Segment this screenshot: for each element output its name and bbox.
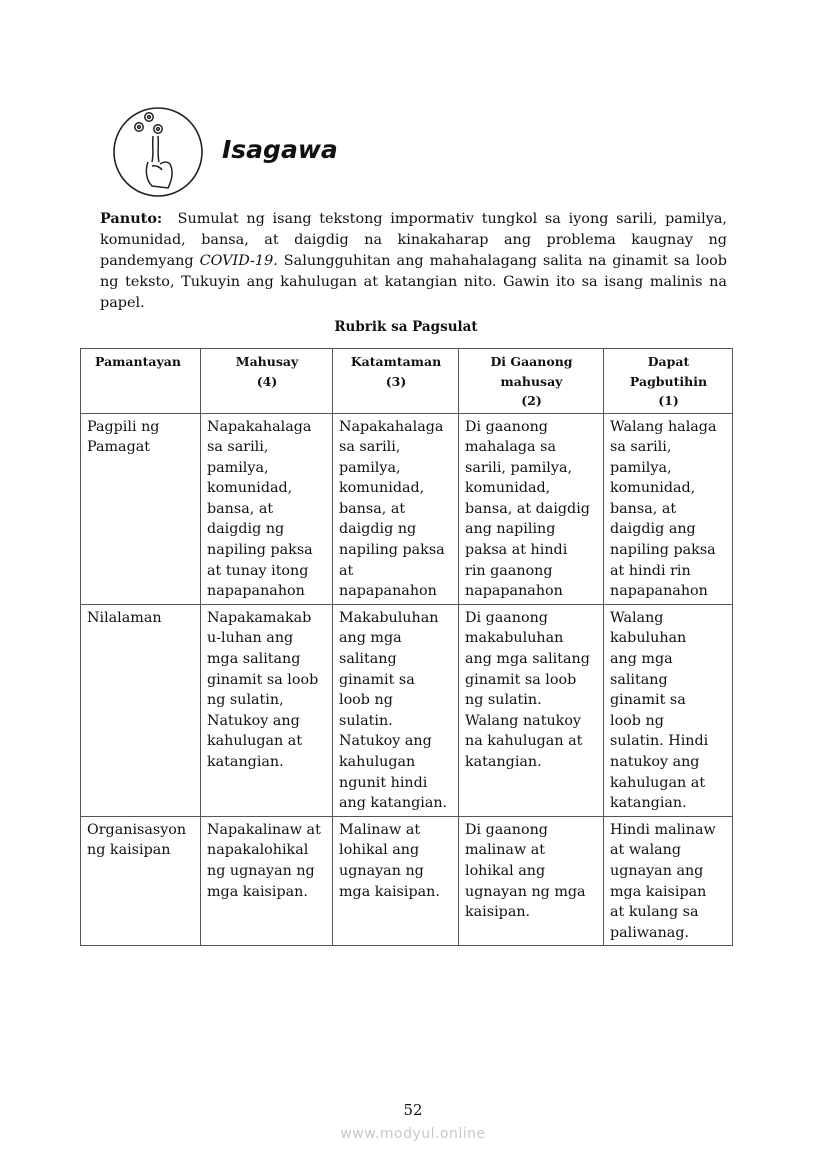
rubric-header-row [81, 349, 733, 414]
header-katamtaman: Katamtaman (3) [333, 349, 459, 414]
table-cell: Di gaanong mahalaga sa sarili, pamilya, komunidad, bansa, at daigdig ang napiling paksa at hindi rin gaanong napapanahon [459, 413, 604, 604]
instructions-label: Panuto: [100, 210, 163, 227]
instructions-emphasis: COVID-19 [199, 253, 274, 269]
table-row [81, 604, 733, 816]
table-cell: Nilalaman [81, 604, 201, 816]
table-cell: Napakamakab u-luhan ang mga salitang ginamit sa loob ng sulatin, Natukoy ang kahulugan at katangian. [201, 604, 333, 816]
table-cell: Malinaw at lohikal ang ugnayan ng mga kaisipan. [333, 816, 459, 946]
table-cell: Hindi malinaw at walang ugnayan ang mga kaisipan at kulang sa paliwanag. [604, 816, 733, 946]
watermark: www.modyul.online [340, 1126, 486, 1142]
instructions [100, 208, 727, 314]
table-cell: Di gaanong makabuluhan ang mga salitang ginamit sa loob ng sulatin. Walang natukoy na kahulugan at katangian. [459, 604, 604, 816]
instructions-text-before: Sumulat ng isang tekstong impormativ tungkol sa iyong sarili, pamilya, komunidad, bansa, at daigdig na kinakaharap ang problema kaugnay ng pandemyang [100, 211, 727, 269]
table-cell: Walang halaga sa sarili, pamilya, komunidad, bansa, at daigdig ang napiling paksa at hindi rin napapanahon [604, 413, 733, 604]
table-cell: Walang kabuluhan ang mga salitang ginamit sa loob ng sulatin. Hindi natukoy ang kahulugan at katangian. [604, 604, 733, 816]
rubric-table [80, 348, 733, 946]
header-dapat-pagbutihin: Dapat Pagbutihin (1) [604, 349, 733, 414]
table-row [81, 413, 733, 604]
table-cell: Napakahalaga sa sarili, pamilya, komunidad, bansa, at daigdig ng napiling paksa at napapanahon [333, 413, 459, 604]
instructions-text-after: . Salungguhitan ang mahahalagang salita na ginamit sa loob ng teksto, Tukuyin ang kahulugan at katangian nito. Gawin ito sa isang malinis na papel. [100, 253, 727, 311]
table-cell: Pagpili ng Pamagat [81, 413, 201, 604]
table-cell: Napakahalaga sa sarili, pamilya, komunidad, bansa, at daigdig ng napiling paksa at tunay itong napapanahon [201, 413, 333, 604]
header-di-gaanong-mahusay: Di Gaanong mahusay (2) [459, 349, 604, 414]
table-cell: Di gaanong malinaw at lohikal ang ugnayan ng mga kaisipan. [459, 816, 604, 946]
rubric-title: Rubrik sa Pagsulat [334, 319, 478, 335]
table-cell: Napakalinaw at napakalohikal ng ugnayan ng mga kaisipan. [201, 816, 333, 946]
page-number: 52 [403, 1101, 423, 1119]
header-mahusay: Mahusay (4) [201, 349, 333, 414]
hand-holding-gears-icon [112, 106, 204, 198]
section-title: Isagawa [222, 135, 338, 164]
table-row [81, 816, 733, 946]
table-cell: Makabuluhan ang mga salitang ginamit sa loob ng sulatin. Natukoy ang kahulugan ngunit hindi ang katangian. [333, 604, 459, 816]
header-pamantayan: Pamantayan [81, 349, 201, 414]
table-cell: Organisasyon ng kaisipan [81, 816, 201, 946]
